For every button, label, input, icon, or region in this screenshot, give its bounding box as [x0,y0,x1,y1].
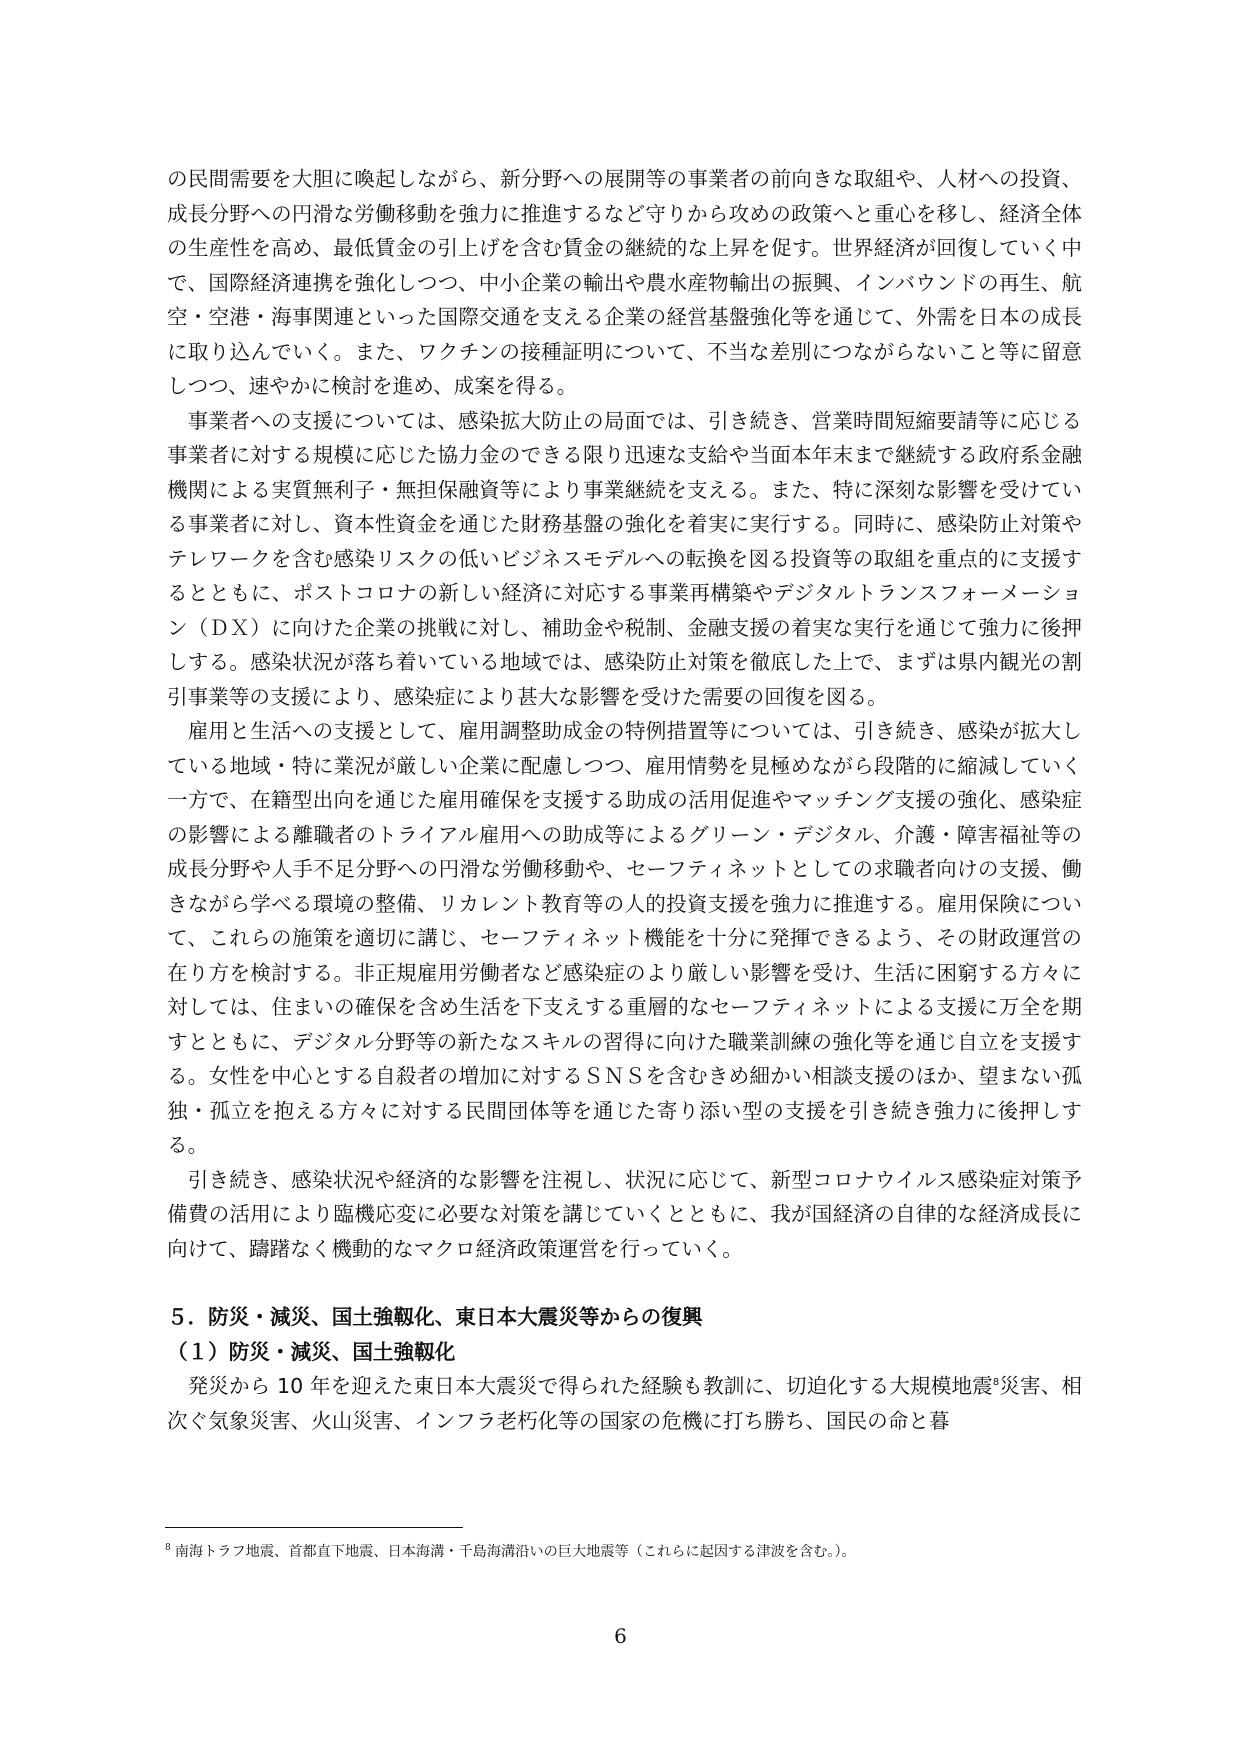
paragraph-4: 引き続き、感染状況や経済的な影響を注視し、状況に応じて、新型コロナウイルス感染症対策予備費の活用により臨機応変に必要な対策を講じていくとともに、我が国経済の自律的な経済成長に向けて、躊躇なく機動的なマクロ経済政策運営を行っていく。 [167,1167,1082,1261]
page-number: 6 [614,1624,627,1648]
paragraph-3: 雇用と生活への支援として、雇用調整助成金の特例措置等については、引き続き、感染が拡大している地域・特に業況が厳しい企業に配慮しつつ、雇用情勢を見極めながら段階的に縮減していく一方で、在籍型出向を通じた雇用確保を支援する助成の活用促進やマッチング支援の強化、感染症の影響による離職者のトライアル雇用への助成等によるグリーン・デジタル、介護・障害福祉等の成長分野や人手不足分野への円滑な労働移動や、セーフティネットとしての求職者向けの支援、働きながら学べる環境の整備、リカレント教育等の人的投資支援を強力に推進する。雇用保険について、これらの施策を適切に講じ、セーフティネット機能を十分に発揮できるよう、その財政運営の在り方を検討する。非正規雇用労働者など感染症のより厳しい影響を受け、生活に困窮する方々に対しては、住まいの確保を含め生活を下支えする重層的なセーフティネットによる支援に万全を期すとともに、デジタル分野等の新たなスキルの習得に向けた職業訓練の強化等を通じ自立を支援する。女性を中心とする自殺者の増加に対するＳＮＳを含むきめ細かい相談支援のほか、望まない孤独・孤立を抱える方々に対する民間団体等を通じた寄り添い型の支援を引き続き強力に後押しする。 [167,719,1082,1157]
footnote-text: 南海トラフ地震、首都直下地震、日本海溝・千島海溝沿いの巨大地震等（これらに起因する津波を含む。）。 [174,1544,856,1560]
subsection-heading: （１）防災・減災、国土強靱化 [167,1339,456,1364]
paragraph-5-end: 災害、相次ぐ気象災害、火山災害、インフラ老朽化等の国家の危機に打ち勝ち、国民の命と暮 [167,1374,1083,1433]
paragraph-2: 事業者への支援については、感染拡大防止の局面では、引き続き、営業時間短縮要請等に応じる事業者に対する規模に応じた協力金のできる限り迅速な支給や当面本年末まで継続する政府系金融機関による実質無利子・無担保融資等により事業継続を支える。また、特に深刻な影響を受けている事業者に対し、資本性資金を通じた財務基盤の強化を着実に実行する。同時に、感染防止対策やテレワークを含む感染リスクの低いビジネスモデルへの転換を図る投資等の取組を重点的に支援するとともに、ポストコロナの新しい経済に対応する事業再構築やデジタルトランスフォーメーション（ＤＸ）に向けた企業の挑戦に対し、補助金や税制、金融支援の着実な実行を通じて強力に後押しする。感染状況が落ち着いている地域では、感染防止対策を徹底した上で、まずは県内観光の割引事業等の支援により、感染症により甚大な影響を受けた需要の回復を図る。 [167,408,1082,709]
footnote-divider [165,1527,463,1528]
footnote-mark: 8 [165,1543,171,1554]
section-spacer [167,1266,1082,1300]
footnote-reference[interactable]: 8 [992,1377,1000,1389]
section-heading: ５．防災・減災、国土強靱化、東日本大震災等からの復興 [167,1305,703,1329]
body-text [167,162,1082,1438]
footnote [165,1542,1080,1562]
paragraph-5-start: 発災から 10 年を迎えた東日本大震災で得られた経験も教訓に、切迫化する大規模地震 [187,1374,993,1398]
paragraph-1: の民間需要を大胆に喚起しながら、新分野への展開等の事業者の前向きな取組や、人材への投資、成長分野への円滑な労働移動を強力に推進するなど守りから攻めの政策へと重心を移し、経済全体の生産性を高め、最低賃金の引上げを含む賃金の継続的な上昇を促す。世界経済が回復していく中で、国際経済連携を強化しつつ、中小企業の輸出や農水産物輸出の振興、インバウンドの再生、航空・空港・海事関連といった国際交通を支える企業の経営基盤強化等を通じて、外需を日本の成長に取り込んでいく。また、ワクチンの接種証明について、不当な差別につながらないこと等に留意しつつ、速やかに検討を進め、成案を得る。 [167,167,1082,398]
paragraph-5 [167,1369,1082,1438]
